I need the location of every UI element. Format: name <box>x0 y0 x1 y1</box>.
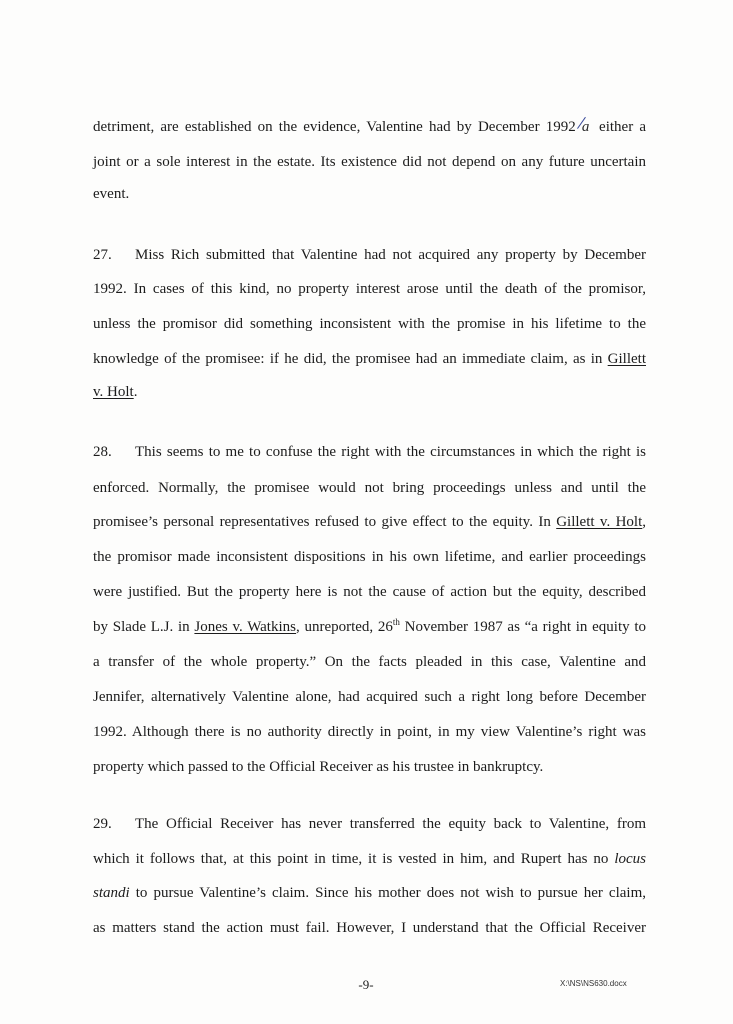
paragraph-27-line-4: knowledge of the promisee: if he did, the promisee had an immediate claim, as in Gillett <box>93 351 646 367</box>
paragraph-28-line-2: enforced. Normally, the promisee would not bring proceedings unless and until the <box>93 480 646 496</box>
paragraph-27-line-3: unless the promisor did something inconsistent with the promise in his lifetime to the <box>93 316 646 332</box>
paragraph-continuation-line-3: event. <box>93 186 130 202</box>
paragraph-28-line-1: 28. This seems to me to confuse the right with the circumstances in which the right is <box>93 444 646 460</box>
case-citation: Gillett <box>607 351 646 367</box>
paragraph-27-line-1: 27. Miss Rich submitted that Valentine had not acquired any property by December <box>93 247 646 263</box>
paragraph-number: 27. <box>93 247 112 263</box>
case-citation: v. Holt <box>93 384 134 400</box>
page-number: -9- <box>358 977 374 992</box>
paragraph-29-line-2: which it follows that, at this point in time, it is vested in him, and Rupert has no locus <box>93 851 646 867</box>
paragraph-27-line-2: 1992. In cases of this kind, no property interest arose until the death of the promisor, <box>93 281 646 297</box>
paragraph-number: 29. <box>93 816 112 832</box>
paragraph-28-line-10: property which passed to the Official Receiver as his trustee in bankruptcy. <box>93 759 544 775</box>
italic-term: standi <box>93 885 130 901</box>
paragraph-28-line-3: promisee’s personal representatives refused to give effect to the equity. In Gillett v. Holt, <box>93 514 647 530</box>
document-file-path: X:\NS\NS630.docx <box>560 979 627 988</box>
paragraph-continuation-line-2: joint or a sole interest in the estate. Its existence did not depend on any future uncertain <box>93 154 646 170</box>
paragraph-27-line-5: v. Holt. <box>93 384 138 400</box>
paragraph-continuation-line-1: detriment, are established on the evidence, Valentine had by December 1992 a either a <box>93 119 647 135</box>
case-citation: Gillett v. Holt <box>556 514 643 530</box>
paragraph-28-line-8: Jennifer, alternatively Valentine alone, had acquired such a right long before December <box>93 689 646 705</box>
paragraph-29-line-3: standi to pursue Valentine’s claim. Since his mother does not wish to pursue her claim, <box>93 885 646 901</box>
paragraph-28-line-6: by Slade L.J. in Jones v. Watkins, unreported, 26th November 1987 as “a right in equity to <box>93 617 647 635</box>
handwritten-strikeout-mark: a <box>582 118 593 136</box>
italic-term: locus <box>614 851 646 867</box>
paragraph-28-line-4: the promisor made inconsistent dispositions in his own lifetime, and earlier proceedings <box>93 549 646 565</box>
paragraph-number: 28. <box>93 444 112 460</box>
paragraph-29-line-1: 29. The Official Receiver has never transferred the equity back to Valentine, from <box>93 816 646 832</box>
paragraph-28-line-5: were justified. But the property here is not the cause of action but the equity, described <box>93 584 646 600</box>
paragraph-28-line-7: a transfer of the whole property.” On the facts pleaded in this case, Valentine and <box>93 654 646 670</box>
paragraph-29-line-4: as matters stand the action must fail. However, I understand that the Official Receiver <box>93 920 646 936</box>
case-citation: Jones v. Watkins <box>194 619 296 635</box>
paragraph-28-line-9: 1992. Although there is no authority directly in point, in my view Valentine’s right was <box>93 724 646 740</box>
